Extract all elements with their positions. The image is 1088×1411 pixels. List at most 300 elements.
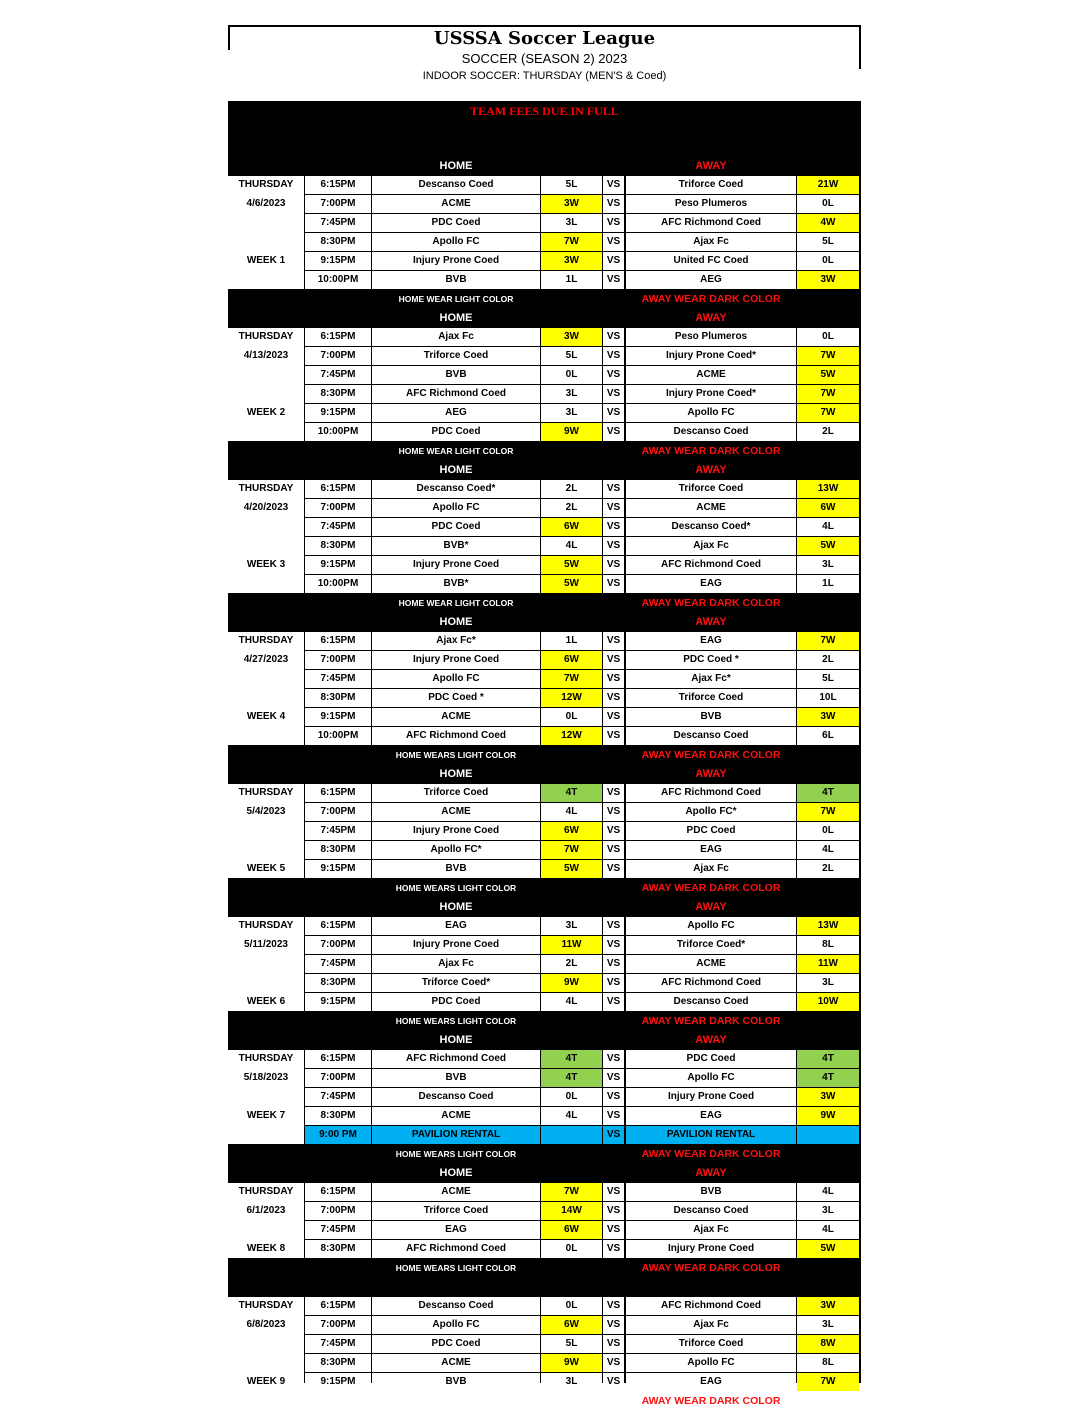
home-team: Apollo FC <box>372 233 540 251</box>
home-score: 11W <box>541 936 602 954</box>
day-label: THURSDAY <box>238 179 294 190</box>
game-time: 8:30PM <box>305 974 371 992</box>
away-header: AWAY <box>695 1167 727 1179</box>
game-time: 8:30PM <box>305 841 371 859</box>
date-label: 5/18/2023 <box>243 1072 289 1083</box>
vs-label: VS <box>603 252 624 270</box>
date-label: 4/20/2023 <box>243 502 289 513</box>
vs-label: VS <box>603 423 624 441</box>
home-score: 12W <box>541 689 602 707</box>
away-score: 4L <box>797 841 859 859</box>
home-score: 1L <box>541 271 602 289</box>
home-team: ACME <box>372 708 540 726</box>
game-time: 10:00PM <box>305 727 371 745</box>
vs-label: VS <box>603 1088 624 1106</box>
away-header: AWAY <box>695 312 727 324</box>
game-row <box>228 214 861 233</box>
vs-label: VS <box>603 328 624 346</box>
away-score: 5W <box>797 537 859 555</box>
game-time: 9:15PM <box>305 860 371 878</box>
vs-label: VS <box>603 841 624 859</box>
home-score: 12W <box>541 727 602 745</box>
game-row <box>228 841 861 860</box>
home-score: 3W <box>541 328 602 346</box>
game-row <box>228 575 861 594</box>
game-time: 7:45PM <box>305 955 371 973</box>
home-score: 9W <box>541 423 602 441</box>
home-score: 4L <box>541 803 602 821</box>
away-team: United FC Coed <box>626 252 796 270</box>
home-score: 3L <box>541 917 602 935</box>
vs-label: VS <box>603 1221 624 1239</box>
game-row <box>228 1316 861 1335</box>
vs-label: VS <box>603 1107 624 1125</box>
game-time: 6:15PM <box>305 1297 371 1315</box>
away-color-note: AWAY WEAR DARK COLOR <box>641 597 781 609</box>
home-color-note: HOME WEAR LIGHT COLOR <box>398 294 514 304</box>
vs-label: VS <box>603 727 624 745</box>
away-score: 1L <box>797 575 859 593</box>
home-team: BVB <box>372 1373 540 1391</box>
week-label: WEEK 6 <box>246 996 286 1007</box>
away-color-note: AWAY WEAR DARK COLOR <box>641 445 781 457</box>
home-color-note: HOME WEARS LIGHT COLOR <box>395 1016 517 1026</box>
game-row <box>228 252 861 271</box>
away-team: Ajax Fc <box>626 860 796 878</box>
home-team: ACME <box>372 803 540 821</box>
home-score: 1L <box>541 632 602 650</box>
season-subtitle: SOCCER (SEASON 2) 2023 <box>461 51 628 66</box>
away-team: AFC Richmond Coed <box>626 784 796 802</box>
home-score <box>541 1126 602 1144</box>
home-away-header-row <box>228 898 861 917</box>
game-row <box>228 1354 861 1373</box>
day-label: THURSDAY <box>238 483 294 494</box>
home-color-note: HOME WEARS LIGHT COLOR <box>395 1149 517 1159</box>
uniform-color-row <box>228 442 861 461</box>
away-team: Injury Prone Coed <box>626 1088 796 1106</box>
vs-label: VS <box>603 575 624 593</box>
away-score: 3L <box>797 1316 859 1334</box>
home-team: Descanso Coed* <box>372 480 540 498</box>
home-team: EAG <box>372 917 540 935</box>
vs-label: VS <box>603 366 624 384</box>
day-label: THURSDAY <box>238 635 294 646</box>
week-block <box>228 480 861 594</box>
game-time: 9:15PM <box>305 993 371 1011</box>
game-row <box>228 993 861 1012</box>
schedule-table <box>228 101 861 1407</box>
home-team: ACME <box>372 1354 540 1372</box>
away-score: 8W <box>797 1335 859 1353</box>
game-row <box>228 1373 861 1392</box>
away-score <box>797 1126 859 1144</box>
home-header: HOME <box>439 1034 473 1046</box>
week-block <box>228 176 861 290</box>
home-color-note: HOME WEAR LIGHT COLOR <box>398 446 514 456</box>
vs-label: VS <box>603 518 624 536</box>
home-team: PDC Coed <box>372 214 540 232</box>
away-score: 4T <box>797 784 859 802</box>
home-score: 7W <box>541 233 602 251</box>
game-row <box>228 632 861 651</box>
home-header: HOME <box>439 768 473 780</box>
game-time: 7:45PM <box>305 1088 371 1106</box>
away-team: Injury Prone Coed* <box>626 385 796 403</box>
game-row <box>228 1126 861 1145</box>
away-color-note: AWAY WEAR DARK COLOR <box>641 1395 781 1407</box>
vs-label: VS <box>603 974 624 992</box>
game-time: 7:00PM <box>305 499 371 517</box>
week-label: WEEK 7 <box>246 1110 286 1121</box>
away-score: 7W <box>797 347 859 365</box>
away-team: Descanso Coed <box>626 727 796 745</box>
home-score: 3L <box>541 1373 602 1391</box>
home-score: 6W <box>541 651 602 669</box>
away-team: Injury Prone Coed <box>626 1240 796 1258</box>
game-row <box>228 233 861 252</box>
day-label: THURSDAY <box>238 1300 294 1311</box>
away-score: 2L <box>797 651 859 669</box>
game-row <box>228 328 861 347</box>
home-team: AFC Richmond Coed <box>372 1050 540 1068</box>
home-team: Triforce Coed <box>372 1202 540 1220</box>
week-block <box>228 1050 861 1145</box>
away-score: 4L <box>797 1183 859 1201</box>
away-team: AFC Richmond Coed <box>626 214 796 232</box>
away-team: Descanso Coed <box>626 1202 796 1220</box>
home-team: Apollo FC* <box>372 841 540 859</box>
game-row <box>228 499 861 518</box>
home-score: 5L <box>541 347 602 365</box>
date-label: 4/13/2023 <box>243 350 289 361</box>
vs-label: VS <box>603 632 624 650</box>
game-time: 6:15PM <box>305 176 371 194</box>
home-team: PDC Coed <box>372 423 540 441</box>
away-score: 5L <box>797 233 859 251</box>
game-row <box>228 1107 861 1126</box>
away-color-note: AWAY WEAR DARK COLOR <box>641 749 781 761</box>
game-time: 7:00PM <box>305 1069 371 1087</box>
away-team: AFC Richmond Coed <box>626 1297 796 1315</box>
game-row <box>228 1088 861 1107</box>
game-time: 8:30PM <box>305 385 371 403</box>
game-time: 6:15PM <box>305 1050 371 1068</box>
home-score: 6W <box>541 822 602 840</box>
game-row <box>228 822 861 841</box>
away-team: AEG <box>626 271 796 289</box>
home-score: 5L <box>541 1335 602 1353</box>
uniform-color-row <box>228 594 861 613</box>
away-team: Ajax Fc <box>626 1316 796 1334</box>
week-label: WEEK 8 <box>246 1243 286 1254</box>
home-team: PDC Coed * <box>372 689 540 707</box>
game-row <box>228 271 861 290</box>
away-team: Apollo FC <box>626 404 796 422</box>
home-team: Apollo FC <box>372 670 540 688</box>
home-score: 7W <box>541 841 602 859</box>
away-team: Apollo FC* <box>626 803 796 821</box>
away-team: EAG <box>626 1107 796 1125</box>
vs-label: VS <box>603 993 624 1011</box>
game-row <box>228 423 861 442</box>
home-color-note: HOME WEAR LIGHT COLOR <box>398 598 514 608</box>
away-team: PAVILION RENTAL <box>626 1126 796 1144</box>
away-team: Apollo FC <box>626 917 796 935</box>
header-border <box>228 25 861 27</box>
away-score: 13W <box>797 480 859 498</box>
home-team: Triforce Coed* <box>372 974 540 992</box>
week-block <box>228 1183 861 1259</box>
game-row <box>228 727 861 746</box>
away-score: 3W <box>797 708 859 726</box>
game-row <box>228 404 861 423</box>
home-away-header-row <box>228 765 861 784</box>
away-team: PDC Coed * <box>626 651 796 669</box>
home-color-note: HOME WEARS LIGHT COLOR <box>395 1263 517 1273</box>
home-score: 2L <box>541 499 602 517</box>
home-score: 9W <box>541 974 602 992</box>
away-score: 2L <box>797 423 859 441</box>
home-header: HOME <box>439 312 473 324</box>
game-row <box>228 1183 861 1202</box>
away-color-note: AWAY WEAR DARK COLOR <box>641 882 781 894</box>
weeks-container <box>228 157 861 1411</box>
vs-label: VS <box>603 499 624 517</box>
away-team: Triforce Coed <box>626 1335 796 1353</box>
away-team: Descanso Coed* <box>626 518 796 536</box>
game-time: 10:00PM <box>305 423 371 441</box>
home-team: ACME <box>372 1183 540 1201</box>
away-score: 4W <box>797 214 859 232</box>
game-row <box>228 366 861 385</box>
vs-label: VS <box>603 1183 624 1201</box>
game-row <box>228 936 861 955</box>
game-row <box>228 670 861 689</box>
home-score: 0L <box>541 366 602 384</box>
home-color-note: HOME WEARS LIGHT COLOR <box>395 1396 517 1406</box>
week-label: WEEK 9 <box>246 1376 286 1387</box>
date-label: 5/4/2023 <box>246 806 286 817</box>
game-time: 7:00PM <box>305 1316 371 1334</box>
vs-label: VS <box>603 347 624 365</box>
document-header <box>228 25 861 101</box>
home-team: Triforce Coed <box>372 784 540 802</box>
away-score: 4L <box>797 1221 859 1239</box>
game-row <box>228 917 861 936</box>
vs-label: VS <box>603 233 624 251</box>
home-team: AFC Richmond Coed <box>372 385 540 403</box>
uniform-color-row <box>228 746 861 765</box>
home-score: 3W <box>541 252 602 270</box>
game-time: 10:00PM <box>305 575 371 593</box>
home-team: Injury Prone Coed <box>372 822 540 840</box>
away-team: Peso Plumeros <box>626 195 796 213</box>
home-team: AFC Richmond Coed <box>372 727 540 745</box>
game-row <box>228 860 861 879</box>
uniform-color-row <box>228 1259 861 1278</box>
home-score: 5W <box>541 575 602 593</box>
away-color-note: AWAY WEAR DARK COLOR <box>641 293 781 305</box>
home-team: AFC Richmond Coed <box>372 1240 540 1258</box>
home-team: Ajax Fc* <box>372 632 540 650</box>
week-label: WEEK 1 <box>246 255 286 266</box>
away-team: Ajax Fc <box>626 1221 796 1239</box>
home-score: 0L <box>541 708 602 726</box>
game-time: 6:15PM <box>305 1183 371 1201</box>
away-team: EAG <box>626 1373 796 1391</box>
uniform-color-row <box>228 1145 861 1164</box>
home-score: 4L <box>541 1107 602 1125</box>
game-time: 9:00 PM <box>305 1126 371 1144</box>
home-score: 7W <box>541 1183 602 1201</box>
schedule-page <box>228 25 861 1407</box>
week-block <box>228 1297 861 1392</box>
vs-label: VS <box>603 537 624 555</box>
game-time: 7:45PM <box>305 366 371 384</box>
game-row <box>228 556 861 575</box>
game-row <box>228 1202 861 1221</box>
away-team: Triforce Coed <box>626 689 796 707</box>
game-time: 10:00PM <box>305 271 371 289</box>
day-label: THURSDAY <box>238 331 294 342</box>
uniform-color-row <box>228 1012 861 1031</box>
home-header: HOME <box>439 901 473 913</box>
home-header: HOME <box>439 1167 473 1179</box>
home-away-header-row <box>228 309 861 328</box>
game-row <box>228 1050 861 1069</box>
home-score: 0L <box>541 1088 602 1106</box>
game-row <box>228 1069 861 1088</box>
home-team: EAG <box>372 1221 540 1239</box>
home-team: Apollo FC <box>372 1316 540 1334</box>
game-row <box>228 651 861 670</box>
game-time: 6:15PM <box>305 917 371 935</box>
home-team: PAVILION RENTAL <box>372 1126 540 1144</box>
game-time: 8:30PM <box>305 1354 371 1372</box>
home-team: BVB <box>372 1069 540 1087</box>
game-time: 9:15PM <box>305 404 371 422</box>
game-row <box>228 955 861 974</box>
away-score: 7W <box>797 1373 859 1391</box>
home-score: 3L <box>541 404 602 422</box>
vs-label: VS <box>603 936 624 954</box>
home-header: HOME <box>439 616 473 628</box>
away-team: EAG <box>626 841 796 859</box>
game-row <box>228 385 861 404</box>
day-label: THURSDAY <box>238 1186 294 1197</box>
vs-label: VS <box>603 1126 624 1144</box>
away-team: BVB <box>626 708 796 726</box>
home-score: 0L <box>541 1240 602 1258</box>
home-score: 14W <box>541 1202 602 1220</box>
away-team: PDC Coed <box>626 1050 796 1068</box>
game-time: 8:30PM <box>305 233 371 251</box>
away-score: 3W <box>797 1088 859 1106</box>
vs-label: VS <box>603 689 624 707</box>
away-team: EAG <box>626 632 796 650</box>
home-team: Descanso Coed <box>372 176 540 194</box>
date-label: 5/11/2023 <box>244 939 288 950</box>
league-title: USSSA Soccer League <box>433 28 656 49</box>
game-time: 9:15PM <box>305 556 371 574</box>
vs-label: VS <box>603 1297 624 1315</box>
vs-label: VS <box>603 1240 624 1258</box>
week-block <box>228 784 861 879</box>
week-label: WEEK 2 <box>246 407 286 418</box>
game-time: 7:45PM <box>305 1335 371 1353</box>
game-time: 6:15PM <box>305 480 371 498</box>
away-team: Ajax Fc* <box>626 670 796 688</box>
away-score: 3L <box>797 974 859 992</box>
game-time: 8:30PM <box>305 1107 371 1125</box>
away-team: Descanso Coed <box>626 423 796 441</box>
home-team: PDC Coed <box>372 993 540 1011</box>
game-row <box>228 689 861 708</box>
away-score: 0L <box>797 252 859 270</box>
home-team: Injury Prone Coed <box>372 651 540 669</box>
away-header: AWAY <box>695 768 727 780</box>
away-color-note: AWAY WEAR DARK COLOR <box>641 1148 781 1160</box>
away-score: 5L <box>797 670 859 688</box>
away-team: BVB <box>626 1183 796 1201</box>
home-score: 3L <box>541 214 602 232</box>
vs-label: VS <box>603 803 624 821</box>
home-away-header-row <box>228 1031 861 1050</box>
home-score: 4T <box>541 1050 602 1068</box>
away-header: AWAY <box>695 616 727 628</box>
vs-label: VS <box>603 404 624 422</box>
week-block <box>228 328 861 442</box>
away-score: 3W <box>797 1297 859 1315</box>
away-score: 3L <box>797 556 859 574</box>
home-team: AEG <box>372 404 540 422</box>
week-label: WEEK 5 <box>246 863 286 874</box>
home-color-note: HOME WEARS LIGHT COLOR <box>395 750 517 760</box>
game-time: 7:00PM <box>305 651 371 669</box>
game-row <box>228 480 861 499</box>
game-time: 6:15PM <box>305 328 371 346</box>
uniform-color-row <box>228 290 861 309</box>
away-score: 10L <box>797 689 859 707</box>
away-team: Ajax Fc <box>626 537 796 555</box>
home-score: 3L <box>541 385 602 403</box>
away-score: 7W <box>797 404 859 422</box>
away-team: PDC Coed <box>626 822 796 840</box>
game-time: 7:00PM <box>305 1202 371 1220</box>
away-score: 5W <box>797 1240 859 1258</box>
date-label: 6/8/2023 <box>246 1319 286 1330</box>
vs-label: VS <box>603 271 624 289</box>
home-team: Injury Prone Coed <box>372 556 540 574</box>
game-row <box>228 518 861 537</box>
home-score: 3W <box>541 195 602 213</box>
game-row <box>228 1335 861 1354</box>
day-label: THURSDAY <box>238 920 294 931</box>
away-color-note: AWAY WEAR DARK COLOR <box>641 1262 781 1274</box>
away-header: AWAY <box>695 1034 727 1046</box>
home-score: 2L <box>541 480 602 498</box>
game-row <box>228 195 861 214</box>
home-team: ACME <box>372 195 540 213</box>
week-label: WEEK 4 <box>246 711 286 722</box>
game-time: 8:30PM <box>305 1240 371 1258</box>
away-team: Peso Plumeros <box>626 328 796 346</box>
home-away-header-row <box>228 613 861 632</box>
vs-label: VS <box>603 955 624 973</box>
home-header: HOME <box>439 160 473 172</box>
vs-label: VS <box>603 1202 624 1220</box>
